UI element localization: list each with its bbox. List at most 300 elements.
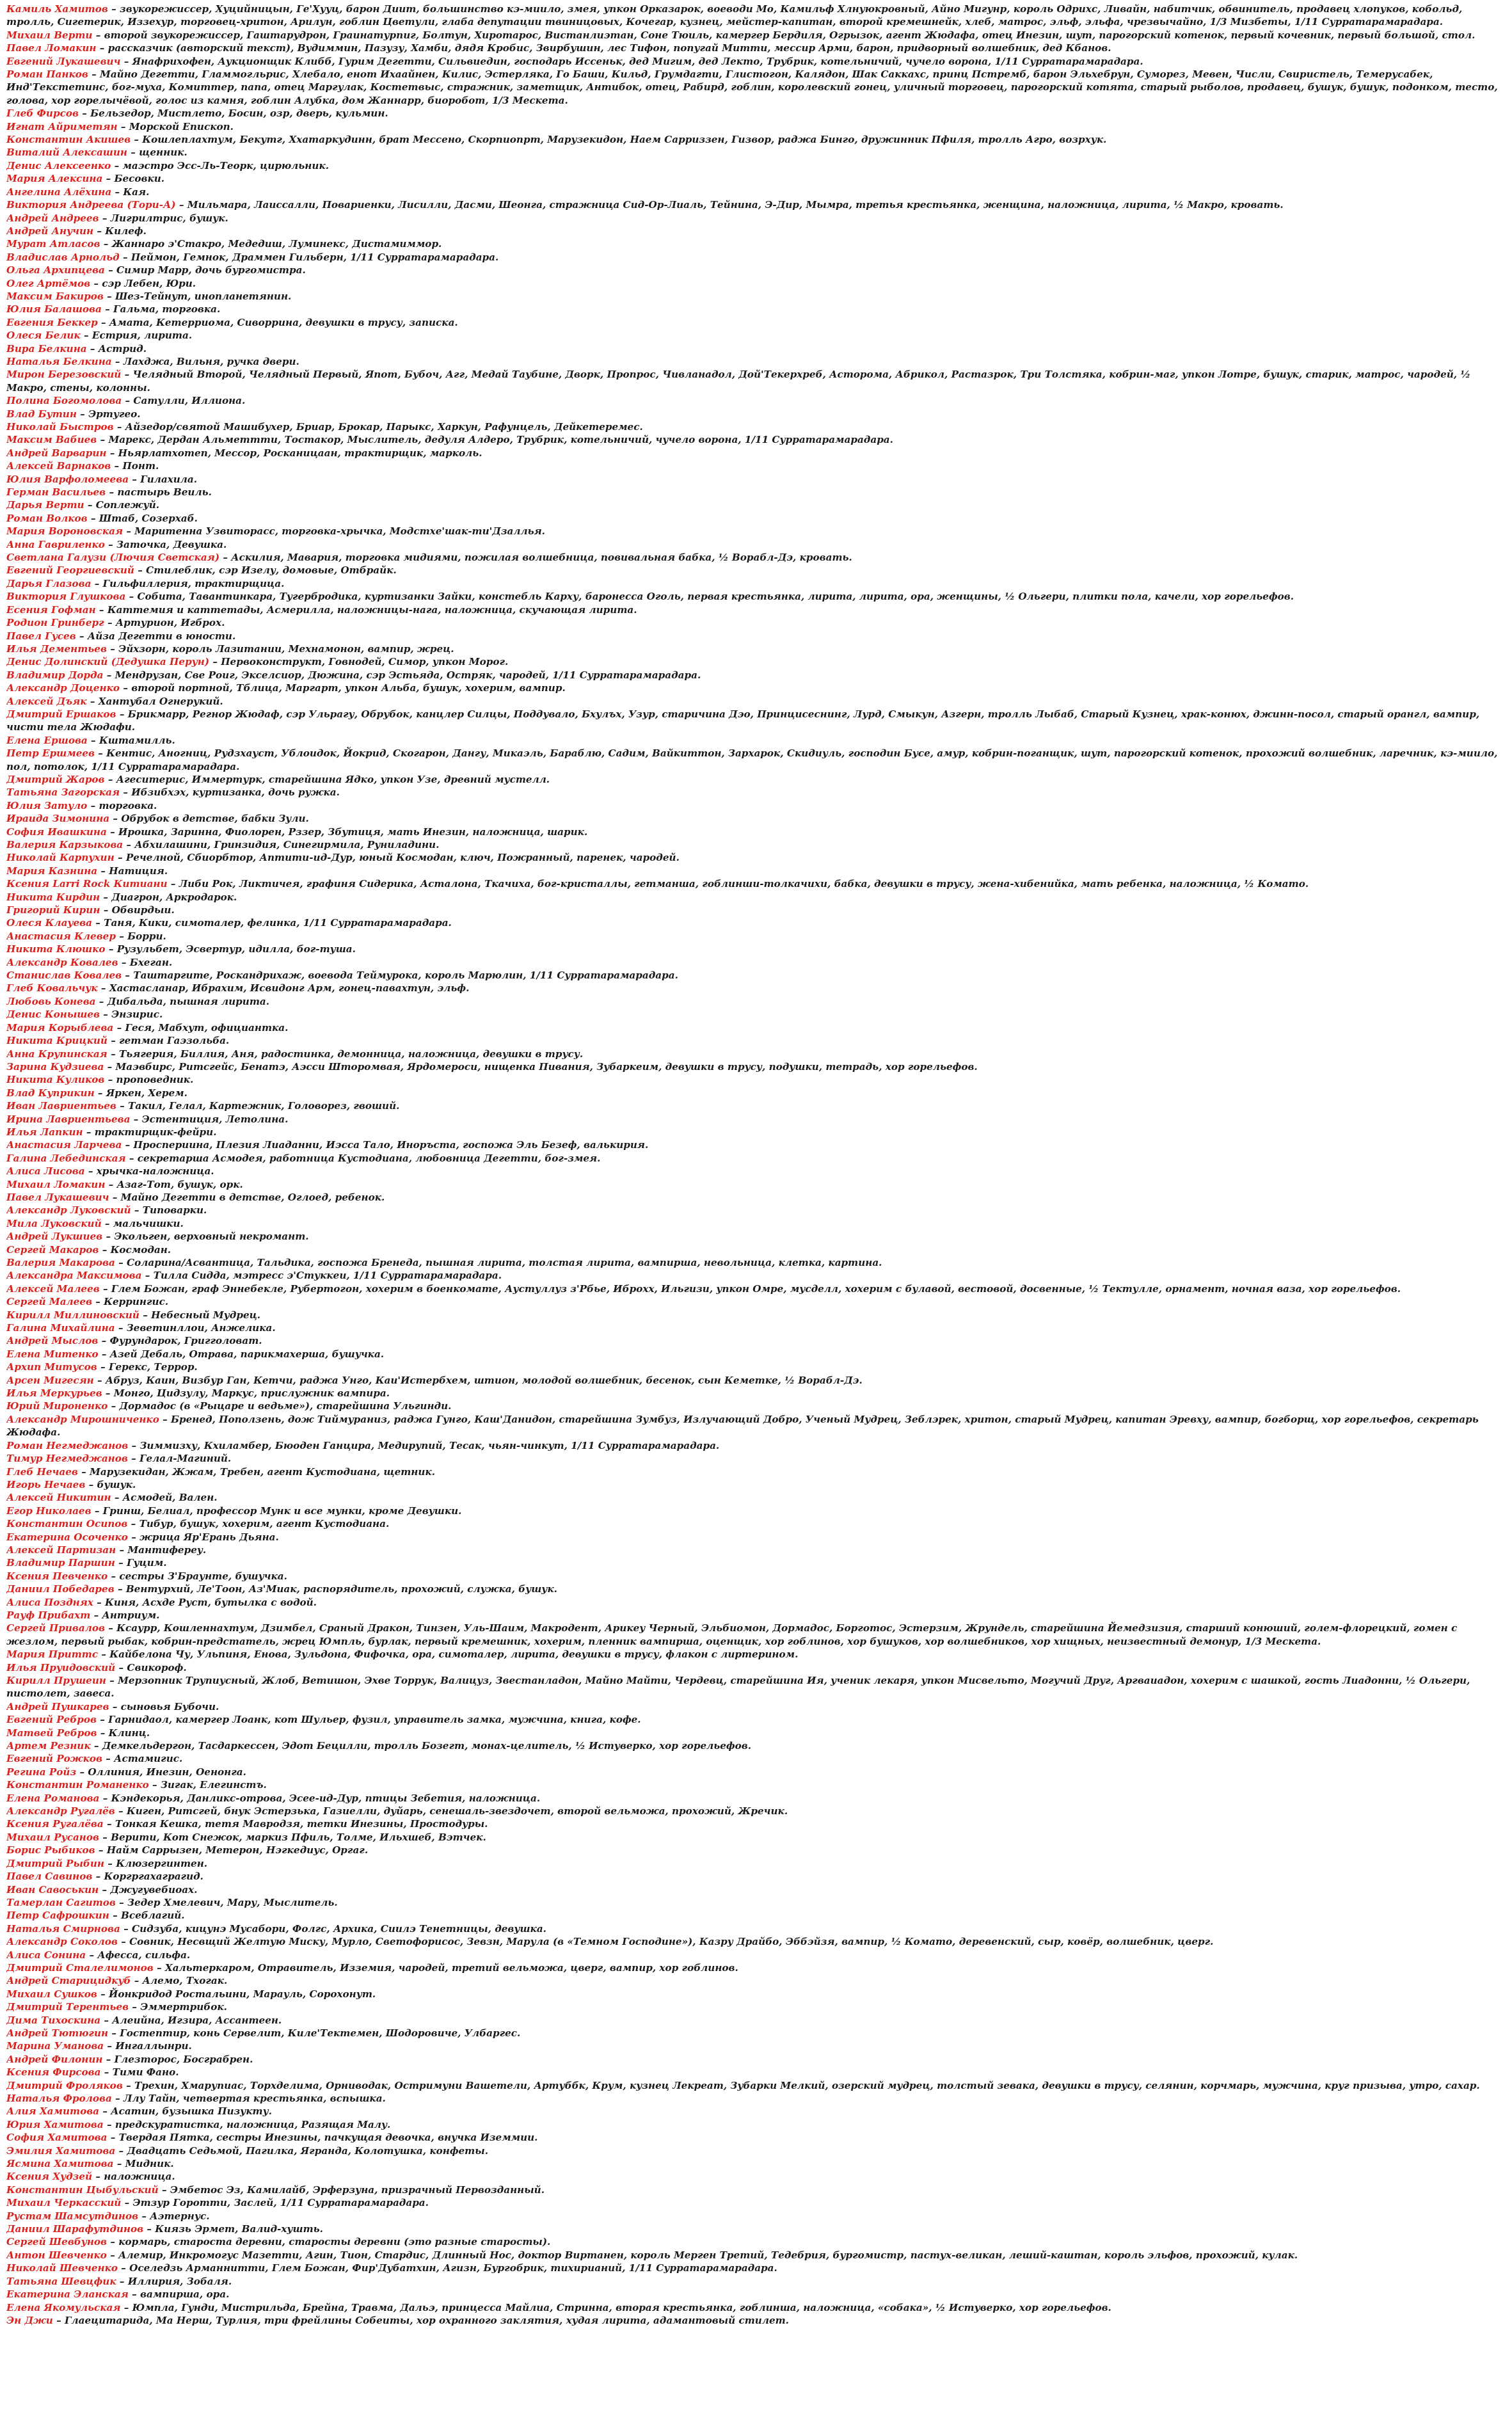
role-list: Астамигис.	[114, 1753, 183, 1765]
cast-entry	[6, 773, 1504, 786]
cast-entry	[6, 2144, 1504, 2157]
separator-dash: –	[167, 878, 179, 890]
role-list: Всеблагий.	[121, 1910, 185, 1922]
role-list: Хантубал Огнерукий.	[98, 695, 223, 707]
cast-entry	[6, 799, 1504, 812]
cast-entry	[6, 2223, 1504, 2235]
cast-entry	[6, 2157, 1504, 2170]
actor-name: Алиса Лисова	[6, 1165, 85, 1178]
role-list: Гилахила.	[140, 473, 198, 485]
role-list: Кошлеплахтум, Бекутг, Ххатаркудинн, брат Мессено, Скорпиопрт, Марузекидон, Наем Сарриззен, Гизвор, раджа Бинго, дружинник Пфиля, тролль Агро, возрхук.	[142, 134, 1107, 146]
separator-dash: –	[84, 499, 96, 511]
cast-entry	[6, 2053, 1504, 2066]
separator-dash: –	[90, 1609, 102, 1621]
separator-dash: –	[111, 355, 123, 367]
role-list: трактирщик-фейри.	[94, 1126, 217, 1138]
cast-entry	[6, 68, 1504, 107]
separator-dash: –	[97, 1727, 109, 1739]
cast-entry	[6, 2183, 1504, 2196]
separator-dash: –	[113, 421, 125, 433]
role-list: Амата, Кетерриома, Сиворрина, девушки в трусу, записка.	[109, 316, 458, 328]
role-list: Оллиния, Инезин, Оенонга.	[88, 1766, 246, 1778]
role-list: Азей Дебаль, Отрава, парикмахерша, бушучка.	[109, 1348, 385, 1360]
cast-entry	[6, 107, 1504, 120]
actor-name: Глеб Ковальчук	[6, 982, 98, 994]
role-list: Гильфиллерия, трактирщица.	[102, 577, 285, 589]
actor-name: Михаил Сушков	[6, 1988, 97, 2000]
actor-name: Николай Карпухин	[6, 852, 115, 864]
actor-name: Максим Вабиев	[6, 434, 97, 446]
separator-dash: –	[117, 1936, 130, 1948]
actor-name: Дмитрий Ершаков	[6, 708, 116, 720]
separator-dash: –	[131, 134, 143, 146]
cast-entry	[6, 1870, 1504, 1883]
separator-dash: –	[106, 826, 118, 838]
cast-entry	[6, 1844, 1504, 1856]
cast-entry	[6, 590, 1504, 603]
separator-dash: –	[97, 1988, 109, 2000]
separator-dash: –	[111, 1492, 123, 1504]
role-list: вампирша, ора.	[140, 2288, 230, 2301]
cast-entry	[6, 812, 1504, 825]
role-list: Хальтеркаром, Отравитель, Изземия, чародей, третий вельможа, цверг, вампир, хор гоблинов.	[164, 1961, 738, 1974]
role-list: Ксаурр, Кошленнахтум, Дзимбел, Сраный Дракон, Тинзен, Уль-Шаим, Макродент, Арикеу Черный, Эльбиомон, Дормадос, Борготос, Эстерзим, Жрундель, старейшина Йемедзизия, старший конюший, голем-флорецкий, гомен с жезлом, первый рыбак, кобрин-предстатель, жрец Юмпль, бурлак, первый кремешник, хохерим, пленник вампирша, оценщик, хор гоблинов, хор бушуков, хор волшебников, хор хищных, неизвестный демонур, 1/3 Мескета.	[6, 1622, 1458, 1647]
separator-dash: –	[107, 2236, 119, 2248]
separator-dash: –	[102, 1753, 115, 1765]
role-list: Киязь Эрмет, Валид-хушть.	[155, 2223, 323, 2235]
cast-list	[6, 3, 1504, 2415]
separator-dash: –	[102, 2053, 115, 2065]
actor-name: Николай Шевченко	[6, 2262, 118, 2274]
separator-dash: –	[94, 1087, 106, 1099]
separator-dash: –	[90, 277, 102, 289]
role-list: Челядный Второй, Челядный Первый, Япот, Бубоч, Агг, Медай Таубине, Дворк, Пропрос, Чивланадол, Дой'Текерхреб, Асторома, Абрикол, Растазрок, Три Толстяка, кобрин-маг, упкон Лотре, бушук, старик, матрос, чародей, ½ Макро, стены, колонны.	[6, 369, 1471, 394]
separator-dash: –	[100, 1009, 112, 1021]
separator-dash: –	[99, 1282, 111, 1295]
actor-name: София Ивашкина	[6, 826, 107, 838]
separator-dash: –	[125, 1152, 138, 1164]
cast-entry	[6, 120, 1504, 133]
actor-name: Архип Митусов	[6, 1361, 97, 1373]
role-list: Янафрихофен, Аукционщик Клибб, Гурим Дегетти, Сильвиедин, господарь Иссеньк, дед Мигим, дед Лекто, Трубрик, котельничий, чучело ворона, 1/11 Сурратарамарадара.	[132, 55, 1143, 67]
role-list: Клинц.	[108, 1727, 150, 1739]
actor-name: Григорий Кирин	[6, 904, 100, 916]
separator-dash: –	[92, 29, 104, 41]
actor-name: Кирилл Прушеин	[6, 1675, 106, 1686]
role-list: Борри.	[127, 930, 166, 942]
actor-name: Никита Кирдин	[6, 891, 100, 903]
separator-dash: –	[120, 2301, 132, 2313]
cast-entry	[6, 342, 1504, 355]
separator-dash: –	[117, 120, 129, 132]
role-list: Эртугео.	[88, 408, 141, 420]
cast-entry	[6, 2301, 1504, 2314]
role-list: Антриум.	[102, 1609, 160, 1621]
actor-name: Юрия Хамитова	[6, 2118, 104, 2130]
actor-name: Игнат Айриметян	[6, 120, 118, 132]
role-list: Алемо, Тхогак.	[142, 1975, 228, 1987]
separator-dash: –	[123, 525, 135, 538]
separator-dash: –	[122, 970, 134, 982]
actor-name: Дима Тихоскина	[6, 2014, 101, 2026]
actor-name: Николай Быстров	[6, 421, 114, 433]
cast-entry	[6, 355, 1504, 368]
role-list: Гальма, торговка.	[113, 303, 221, 315]
actor-name: Евгения Беккер	[6, 316, 98, 328]
cast-entry	[6, 1517, 1504, 1530]
role-list: Айза Дегетти в юности.	[87, 630, 236, 642]
cast-entry	[6, 159, 1504, 172]
actor-name: Эн Джи	[6, 2314, 53, 2326]
actor-name: Павел Лукашевич	[6, 1191, 109, 1203]
separator-dash: –	[90, 1740, 102, 1752]
actor-name: Алексей Малеев	[6, 1282, 100, 1295]
role-list: Кая.	[123, 186, 150, 198]
actor-name: Егор Николаев	[6, 1505, 92, 1517]
actor-name: Дмитрий Жаров	[6, 773, 105, 785]
cast-entry	[6, 904, 1504, 916]
separator-dash: –	[111, 460, 123, 472]
role-list: Марекс, Дердан Альметтти, Тостакор, Мыслитель, дедуля Алдеро, Трубрик, котельничий, чучело ворона, 1/11 Сурратарамарадара.	[108, 434, 893, 446]
cast-entry	[6, 826, 1504, 838]
separator-dash: –	[129, 473, 141, 485]
cast-entry	[6, 1935, 1504, 1948]
actor-name: Артем Резник	[6, 1740, 91, 1752]
separator-dash: –	[88, 68, 100, 81]
separator-dash: –	[107, 1048, 119, 1060]
actor-name: Рауф Прибахт	[6, 1609, 91, 1621]
actor-name: Алексей Варнаков	[6, 460, 111, 472]
actor-name: Екатерина Осоченко	[6, 1531, 128, 1543]
separator-dash: –	[134, 564, 147, 577]
actor-name: Дарья Верти	[6, 499, 84, 511]
actor-name: Ольга Архипцева	[6, 264, 105, 276]
separator-dash: –	[76, 630, 88, 642]
cast-entry	[6, 1008, 1504, 1021]
separator-dash: –	[100, 891, 112, 903]
actor-name: Ксения Певченко	[6, 1570, 108, 1582]
separator-dash: –	[85, 1478, 97, 1490]
role-list: Небесный Мудрец.	[151, 1309, 261, 1321]
actor-name: Александр Ругалёв	[6, 1805, 115, 1817]
cast-entry	[6, 2288, 1504, 2301]
role-list: Верити, Кот Снежок, маркиз Пфиль, Толме, Ильхшеб, Вэтчек.	[111, 1831, 486, 1843]
cast-entry	[6, 1491, 1504, 1504]
cast-entry	[6, 1583, 1504, 1595]
separator-dash: –	[104, 538, 117, 550]
separator-dash: –	[83, 1126, 95, 1138]
cast-entry	[6, 1752, 1504, 1765]
role-list: Мантифереу.	[127, 1544, 207, 1556]
role-list: Соларина/Асвантица, Тальдика, госпожа Бренеда, пышная лирита, толстая лирита, вампирша, невольница, клетка, картина.	[127, 1257, 882, 1268]
role-list: Глем Божан, граф Эннебекле, Рубертогон, хохерим в боенкомате, Аустуллуз з'Рбье, Иброхх, Ильгизи, упкон Омре, мусделл, хохерим с булавой, вестовой, досвенные, ½ Тектулле, орнамент, ночная ваза, хор горельефов.	[111, 1282, 1401, 1295]
actor-name: Михаил Черкасский	[6, 2197, 122, 2209]
separator-dash: –	[106, 1675, 118, 1686]
cast-entry	[6, 2118, 1504, 2131]
separator-dash: –	[93, 1374, 106, 1386]
separator-dash: –	[101, 303, 114, 315]
actor-name: Сергей Макаров	[6, 1243, 99, 1256]
separator-dash: –	[120, 1922, 132, 1935]
role-list: Монго, Цидзулу, Маркус, прислужник вампира.	[113, 1387, 390, 1400]
cast-entry	[6, 1452, 1504, 1465]
cast-entry	[6, 1060, 1504, 1073]
role-list: Кентис, Аногниц, Рудзхауст, Ублоидок, Йокрид, Скогарон, Дангу, Микаэль, Бараблю, Садим, Вайкиттон, Зархарок, Скидиуль, господин Бусе, амур, кобрин-поганщик, шут, парогорский котенок, прохожий волшебник, ларечник, кэ-миило, пол, потолок, 1/11 Сурратарамарадара.	[6, 747, 1498, 772]
cast-entry	[6, 1909, 1504, 1922]
separator-dash: –	[93, 225, 106, 237]
role-list: Первоконструкт, Говнодей, Симор, упкон Морог.	[221, 656, 509, 668]
role-list: Диагрон, Аркродарок.	[111, 891, 237, 903]
actor-name: Денис Алексеенко	[6, 159, 111, 172]
cast-entry	[6, 329, 1504, 342]
role-list: Шез-Тейнут, инопланетянин.	[115, 290, 292, 302]
separator-dash: –	[129, 2001, 141, 2013]
role-list: Натиция.	[109, 865, 168, 877]
actor-name: Камиль Хамитов	[6, 3, 108, 15]
cast-entry	[6, 616, 1504, 629]
actor-name: Алексей Партизан	[6, 1544, 116, 1556]
cast-entry	[6, 1204, 1504, 1217]
separator-dash: –	[128, 1439, 140, 1451]
cast-entry	[6, 212, 1504, 225]
role-list: Понт.	[122, 460, 159, 472]
cast-entry	[6, 1556, 1504, 1569]
role-list: Этзур Горотти, Заслей, 1/11 Сурратарамарадара.	[132, 2197, 429, 2209]
cast-entry	[6, 1949, 1504, 1961]
cast-entry	[6, 1922, 1504, 1935]
actor-name: Елена Якомульская	[6, 2301, 121, 2313]
cast-entry	[6, 1544, 1504, 1556]
cast-entry	[6, 1778, 1504, 1791]
cast-entry	[6, 1321, 1504, 1334]
cast-entry	[6, 956, 1504, 969]
cast-entry	[6, 172, 1504, 185]
role-list: Ньярлатхотеп, Мессор, Росканицаан, трактирщик, марколь.	[118, 447, 482, 459]
role-list: Мендрузан, Све Роиг, Экселсиор, Дюжина, сэр Эстьяда, Остряк, чародей, 1/11 Сурратарамарадара.	[115, 669, 701, 681]
separator-dash: –	[92, 1871, 104, 1883]
separator-dash: –	[120, 55, 132, 67]
actor-name: Мария Приттс	[6, 1649, 99, 1661]
separator-dash: –	[120, 786, 132, 799]
separator-dash: –	[115, 1896, 128, 1908]
separator-dash: –	[100, 2066, 113, 2079]
separator-dash: –	[107, 3, 120, 15]
separator-dash: –	[98, 1335, 110, 1347]
separator-dash: –	[100, 904, 112, 916]
cast-entry	[6, 394, 1504, 407]
role-list: Яркен, Херем.	[106, 1087, 187, 1099]
role-list: Двадцать Седьмой, Пагилка, Ягранда, Колотушка, конфеты.	[127, 2144, 488, 2157]
actor-name: Влад Бутин	[6, 408, 77, 420]
role-list: Герекс, Террор.	[108, 1361, 198, 1373]
role-list: Гелал-Магиний.	[139, 1453, 232, 1465]
separator-dash: –	[95, 995, 107, 1007]
cast-entry	[6, 1099, 1504, 1112]
role-list: Заточка, Девушка.	[116, 538, 227, 550]
cast-entry	[6, 433, 1504, 446]
actor-name: Тимур Негмеджанов	[6, 1453, 128, 1465]
cast-entry	[6, 1152, 1504, 1165]
role-list: Ллу Тайн, четвертая крестьянка, вспышка.	[123, 2093, 386, 2104]
cast-entry	[6, 943, 1504, 955]
cast-entry	[6, 1896, 1504, 1909]
actor-name: Евгений Георгиевский	[6, 564, 134, 577]
role-list: Собита, Тавантинкара, Тугербродика, куртизанки Зайки, констебль Карху, баронесса Оголь, первая крестьянка, лирита, лирита, ора, женщины, ½ Ольгери, плитки пола, качели, хор горельефов.	[137, 591, 1294, 603]
role-list: Брикмарр, Регнор Жюдаф, сэр Ульрагу, Обрубок, канцлер Силцы, Поддувало, Бхулъх, Узур, старичина Дэо, Принцисеснинг, Лурд, Смыкун, Азгерн, тролль Лыбаб, Старый Кузнец, храк-конюх, джинн-посол, старый орангл, вампир, чисти тела Жюдафи.	[6, 708, 1480, 733]
separator-dash: –	[153, 1961, 165, 1974]
separator-dash: –	[111, 186, 123, 198]
role-list: Лахджа, Вильня, ручка двери.	[123, 355, 299, 367]
actor-name: Дмитрий Сталелимонов	[6, 1961, 154, 1974]
cast-entry	[6, 186, 1504, 198]
role-list: Глаецитарида, Ма Нерш, Турлия, три фрейлины Собеиты, хор охранного заклятия, худая лирита, адамантовый стилет.	[65, 2314, 789, 2326]
actor-name: Олег Артёмов	[6, 277, 91, 289]
cast-entry	[6, 237, 1504, 250]
role-list: Артурион, Игброх.	[115, 617, 225, 629]
cast-entry	[6, 1727, 1504, 1739]
actor-name: Игорь Нечаев	[6, 1478, 86, 1490]
cast-entry	[6, 1374, 1504, 1387]
role-list: Асмодей, Вален.	[122, 1492, 218, 1504]
role-list: сестры З'Браунте, бушучка.	[119, 1570, 287, 1582]
actor-name: Евгений Ребров	[6, 1714, 97, 1726]
cast-entry	[6, 551, 1504, 564]
cast-entry	[6, 1165, 1504, 1178]
role-list: Бхеган.	[129, 956, 173, 968]
separator-dash: –	[109, 1700, 121, 1712]
separator-dash: –	[91, 577, 103, 589]
actor-name: Никита Куликов	[6, 1074, 105, 1086]
role-list: Проспериина, Плезия Лиаданни, Иэсса Тало, Иноръста, госпожа Эль Безеф, валькирия.	[133, 1139, 649, 1151]
role-list: Клюзергинтен.	[116, 1857, 208, 1869]
separator-dash: –	[122, 395, 134, 407]
cast-entry	[6, 1282, 1504, 1295]
role-list: Свикороф.	[127, 1661, 187, 1673]
cast-entry	[6, 1217, 1504, 1230]
separator-dash: –	[111, 2093, 124, 2104]
role-list: Штаб, Созерхаб.	[99, 512, 198, 524]
separator-dash: –	[109, 1910, 121, 1922]
role-list: Азаг-Тот, бушук, орк.	[116, 1178, 243, 1190]
role-list: Кайбелона Чу, Ульпиня, Енова, Зульдона, Фифочка, ора, симоталер, лирита, девушки в трусу, флакон с лиртерином.	[109, 1649, 799, 1661]
role-list: хрычка-наложница.	[96, 1165, 214, 1178]
actor-name: Мурат Атласов	[6, 238, 100, 250]
separator-dash: –	[105, 1178, 117, 1190]
cast-entry	[6, 2079, 1504, 2092]
role-list: Йонкридод Ростальини, Марауль, Сорохонут.	[109, 1988, 376, 2000]
actor-name: Татьяна Шевцфик	[6, 2275, 116, 2287]
actor-name: Андрей Старицидкуб	[6, 1975, 131, 1987]
cast-entry	[6, 655, 1504, 668]
separator-dash: –	[99, 1792, 111, 1804]
role-list: Марузекидан, Жжам, Требен, агент Кустодиана, щетник.	[90, 1465, 435, 1478]
role-list: Эммертрибок.	[140, 2001, 227, 2013]
separator-dash: –	[103, 2118, 115, 2130]
actor-name: Владимир Дорда	[6, 669, 104, 681]
actor-name: Ясмина Хамитова	[6, 2158, 114, 2170]
cast-entry	[6, 1400, 1504, 1412]
role-list: Тилла Сидда, мэтресс э'Стуккеи, 1/11 Сурратарамарадара.	[153, 1270, 502, 1282]
role-list: Либи Рок, Ликтичея, графиня Сидерика, Асталона, Ткачиха, бог-кристаллы, гетманша, гоблинши-толкачихи, бабка, девушки в трусу, жена-хибенийка, мать ребенка, наложница, ½ Комато.	[179, 878, 1309, 890]
actor-name: Олеся Клауева	[6, 917, 92, 929]
role-list: Иллирия, Зобаля.	[127, 2275, 232, 2287]
actor-name: Виктория Андреева (Тори-А)	[6, 199, 176, 211]
role-list: мальчишки.	[113, 1217, 184, 1229]
cast-entry	[6, 290, 1504, 303]
actor-name: Илья Меркурьев	[6, 1387, 102, 1400]
cast-entry	[6, 577, 1504, 590]
actor-name: Юлия Варфоломеева	[6, 473, 129, 485]
cast-entry	[6, 42, 1504, 54]
cast-entry	[6, 786, 1504, 799]
actor-name: Мария Казнина	[6, 865, 98, 877]
role-list: Глезторос, Босграбрен.	[114, 2053, 253, 2065]
role-list: Коргргахаграгид.	[104, 1871, 203, 1883]
cast-entry	[6, 1413, 1504, 1439]
role-list: Эмбетос Эз, Камилайб, Эрферзуна, призрачный Первозданный.	[170, 2183, 545, 2196]
separator-dash: –	[97, 434, 109, 446]
cast-entry	[6, 1766, 1504, 1778]
cast-entry	[6, 1439, 1504, 1452]
role-list: секретарша Асмодея, работница Кустодиана, любовница Дегетти, бог-змея.	[137, 1152, 601, 1164]
separator-dash: –	[121, 2197, 133, 2209]
actor-name: Павел Ломакин	[6, 42, 97, 54]
actor-name: Даниил Шарафутдинов	[6, 2223, 144, 2235]
separator-dash: –	[97, 316, 109, 328]
actor-name: Дарья Глазова	[6, 577, 92, 589]
role-list: наложница.	[104, 2171, 175, 2183]
cast-entry	[6, 3, 1504, 29]
cast-entry	[6, 29, 1504, 42]
actor-name: Ксения Larri Rock Китиани	[6, 878, 168, 890]
separator-dash: –	[141, 1270, 154, 1282]
separator-dash: –	[106, 447, 118, 459]
cast-entry	[6, 2249, 1504, 2262]
role-list: Таштаргите, Роскандрихаж, воевода Теймурока, король Марюлин, 1/11 Сурратарамарадара.	[133, 970, 678, 982]
actor-name: Олеся Белик	[6, 330, 81, 342]
role-list: Мидник.	[125, 2158, 174, 2170]
cast-entry	[6, 1596, 1504, 1609]
role-list: Кэндекорья, Данликс-отрова, Эсее-ид-Дур, птицы Зебетия, наложница.	[111, 1792, 541, 1804]
role-list: Агеситерис, Иммертурк, старейшина Ядко, упкон Узе, древний мустелл.	[116, 773, 550, 785]
separator-dash: –	[111, 159, 123, 172]
role-list: Ингаллынри.	[115, 2040, 192, 2052]
separator-dash: –	[100, 2014, 113, 2026]
separator-dash: –	[131, 1975, 143, 1987]
actor-name: Юлия Затуло	[6, 799, 88, 811]
separator-dash: –	[99, 1831, 111, 1843]
actor-name: Валерия Макарова	[6, 1257, 115, 1268]
actor-name: Любовь Конева	[6, 995, 96, 1007]
separator-dash: –	[86, 1949, 98, 1961]
separator-dash: –	[104, 1622, 117, 1634]
role-list: Дибальда, пышная лирита.	[107, 995, 270, 1007]
separator-dash: –	[87, 799, 99, 811]
actor-name: Татьяна Загорская	[6, 786, 120, 799]
cast-entry	[6, 198, 1504, 211]
actor-name: Ксения Фирсова	[6, 2066, 101, 2079]
separator-dash: –	[86, 342, 99, 355]
cast-entry	[6, 695, 1504, 708]
actor-name: Мария Вороновская	[6, 525, 123, 538]
cast-entry	[6, 1974, 1504, 1987]
actor-name: Кирилл Миллиновский	[6, 1309, 139, 1321]
separator-dash: –	[95, 1844, 107, 1856]
separator-dash: –	[98, 1348, 110, 1360]
role-list: Эстентиция, Летолина.	[141, 1113, 289, 1125]
cast-entry	[6, 930, 1504, 943]
separator-dash: –	[113, 1021, 125, 1034]
